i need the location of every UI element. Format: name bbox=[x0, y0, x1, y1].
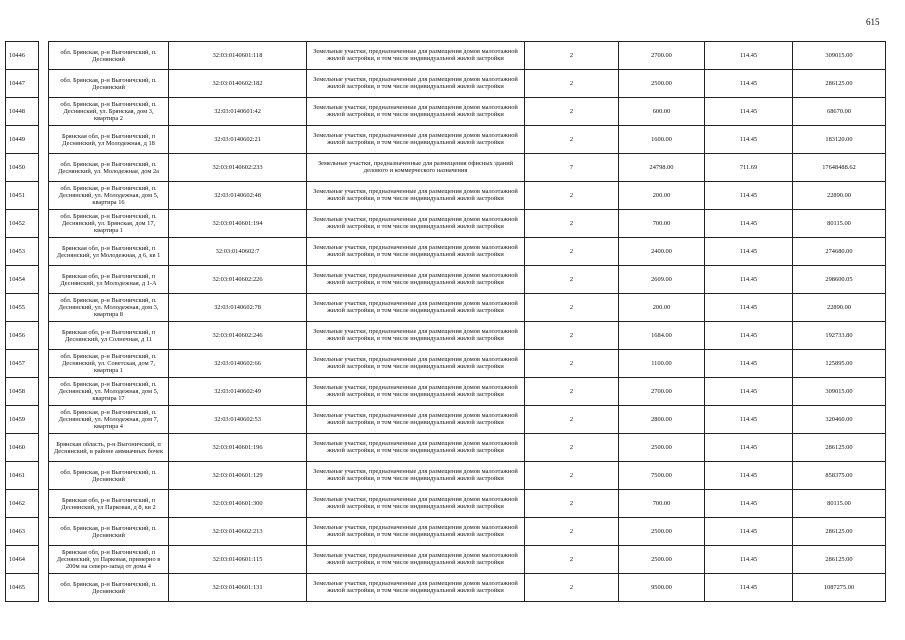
row-id-cell: 10447 bbox=[6, 70, 39, 98]
group-cell: 2 bbox=[525, 406, 619, 434]
cadastral-number-cell: 32:03:0140601:129 bbox=[169, 462, 307, 490]
group-cell: 2 bbox=[525, 574, 619, 602]
row-id-cell: 10464 bbox=[6, 546, 39, 574]
area-cell: 700.00 bbox=[619, 490, 705, 518]
group-cell: 2 bbox=[525, 182, 619, 210]
address-cell: обл. Брянская, р-н Выгоничский, п. Деснянский bbox=[49, 574, 169, 602]
land-purpose-cell: Земельные участки, предназначенные для размещения домов малоэтажной жилой застройки, в том числе индивидуальной жилой застройки bbox=[307, 70, 525, 98]
row-id-cell: 10450 bbox=[6, 154, 39, 182]
rate-cell: 114.45 bbox=[705, 294, 793, 322]
cadastral-value-cell: 125895.00 bbox=[793, 350, 886, 378]
address-cell: Брянская обл, р-н Выгоничский, п Деснянский, ул Парковая, примерно в 200м на северо-запад от дома 4 bbox=[49, 546, 169, 574]
cadastral-value-cell: 80115.00 bbox=[793, 490, 886, 518]
table-row bbox=[6, 182, 886, 210]
cadastral-value-cell: 192733.80 bbox=[793, 322, 886, 350]
cadastral-number-cell: 32:03:0140601:300 bbox=[169, 490, 307, 518]
rate-cell: 114.45 bbox=[705, 70, 793, 98]
address-cell: обл. Брянская, р-н Выгоничский, п. Деснянский, ул. Молодежная, дом 2а bbox=[49, 154, 169, 182]
land-purpose-cell: Земельные участки, предназначенные для размещения домов малоэтажной жилой застройки, в том числе индивидуальной жилой застройки bbox=[307, 98, 525, 126]
area-cell: 2500.00 bbox=[619, 546, 705, 574]
rate-cell: 114.45 bbox=[705, 350, 793, 378]
cadastral-number-cell: 32:03:0140601:131 bbox=[169, 574, 307, 602]
land-purpose-cell: Земельные участки, предназначенные для размещения домов малоэтажной жилой застройки, в том числе индивидуальной жилой застройки bbox=[307, 462, 525, 490]
row-spacer-cell bbox=[39, 574, 49, 602]
row-id-cell: 10454 bbox=[6, 266, 39, 294]
row-id-cell: 10463 bbox=[6, 518, 39, 546]
address-cell: обл. Брянская, р-н Выгоничский, п. Деснянский, ул. Советская, дом 7, квартира 1 bbox=[49, 350, 169, 378]
group-cell: 2 bbox=[525, 98, 619, 126]
table-row bbox=[6, 406, 886, 434]
rate-cell: 114.45 bbox=[705, 462, 793, 490]
row-spacer-cell bbox=[39, 490, 49, 518]
address-cell: Брянская обл, р-н Выгоничский, п Деснянский, ул Молодежная, д 18 bbox=[49, 126, 169, 154]
area-cell: 7500.00 bbox=[619, 462, 705, 490]
cadastral-number-cell: 32:03:0140602:21 bbox=[169, 126, 307, 154]
row-id-cell: 10453 bbox=[6, 238, 39, 266]
land-purpose-cell: Земельные участки, предназначенные для размещения домов малоэтажной жилой застройки, в том числе индивидуальной жилой застройки bbox=[307, 406, 525, 434]
cadastral-value-cell: 309015.00 bbox=[793, 378, 886, 406]
cadastral-number-cell: 32:03:0140602:182 bbox=[169, 70, 307, 98]
cadastral-number-cell: 32:03:0140602:226 bbox=[169, 266, 307, 294]
rate-cell: 114.45 bbox=[705, 210, 793, 238]
rate-cell: 114.45 bbox=[705, 322, 793, 350]
land-purpose-cell: Земельные участки, предназначенные для размещения домов малоэтажной жилой застройки, в том числе индивидуальной жилой застройки bbox=[307, 238, 525, 266]
cadastral-number-cell: 32:03:0140601:115 bbox=[169, 546, 307, 574]
rate-cell: 114.45 bbox=[705, 574, 793, 602]
land-purpose-cell: Земельные участки, предназначенные для размещения домов малоэтажной жилой застройки, в том числе индивидуальной жилой застройки bbox=[307, 126, 525, 154]
group-cell: 2 bbox=[525, 546, 619, 574]
address-cell: обл. Брянская, р-н Выгоничский, п. Деснянский, ул. Молодежная, дом 7, квартира 4 bbox=[49, 406, 169, 434]
table-row bbox=[6, 462, 886, 490]
land-purpose-cell: Земельные участки, предназначенные для размещения домов малоэтажной жилой застройки, в том числе индивидуальной жилой застройки bbox=[307, 546, 525, 574]
address-cell: обл. Брянская, р-н Выгоничский, п. Деснянский, ул. Брянская, дом 17, квартира 1 bbox=[49, 210, 169, 238]
row-spacer-cell bbox=[39, 294, 49, 322]
area-cell: 2400.00 bbox=[619, 238, 705, 266]
area-cell: 2609.00 bbox=[619, 266, 705, 294]
row-spacer-cell bbox=[39, 182, 49, 210]
area-cell: 2500.00 bbox=[619, 70, 705, 98]
area-cell: 9500.00 bbox=[619, 574, 705, 602]
cadastral-value-cell: 274680.00 bbox=[793, 238, 886, 266]
row-id-cell: 10461 bbox=[6, 462, 39, 490]
row-spacer-cell bbox=[39, 98, 49, 126]
address-cell: обл. Брянская, р-н Выгоничский, п. Деснянский bbox=[49, 462, 169, 490]
area-cell: 24798.00 bbox=[619, 154, 705, 182]
land-purpose-cell: Земельные участки, предназначенные для размещения домов малоэтажной жилой застройки, в том числе индивидуальной жилой застройки bbox=[307, 210, 525, 238]
land-purpose-cell: Земельные участки, предназначенные для размещения домов малоэтажной жилой застройки, в том числе индивидуальной жилой застройки bbox=[307, 182, 525, 210]
row-spacer-cell bbox=[39, 210, 49, 238]
table-row bbox=[6, 154, 886, 182]
land-purpose-cell: Земельные участки, предназначенные для размещения домов малоэтажной жилой застройки, в том числе индивидуальной жилой застройки bbox=[307, 322, 525, 350]
address-cell: обл. Брянская, р-н Выгоничский, п. Деснянский, ул. Брянская, дом 3, квартира 2 bbox=[49, 98, 169, 126]
table-row bbox=[6, 238, 886, 266]
table-row bbox=[6, 546, 886, 574]
row-spacer-cell bbox=[39, 42, 49, 70]
row-id-cell: 10460 bbox=[6, 434, 39, 462]
row-id-cell: 10459 bbox=[6, 406, 39, 434]
rate-cell: 114.45 bbox=[705, 266, 793, 294]
land-purpose-cell: Земельные участки, предназначенные для размещения домов малоэтажной жилой застройки, в том числе индивидуальной жилой застройки bbox=[307, 42, 525, 70]
address-cell: обл. Брянская, р-н Выгоничский, п. Деснянский bbox=[49, 42, 169, 70]
rate-cell: 114.45 bbox=[705, 126, 793, 154]
cadastral-value-cell: 80115.00 bbox=[793, 210, 886, 238]
group-cell: 2 bbox=[525, 210, 619, 238]
land-purpose-cell: Земельные участки, предназначенные для размещения офисных зданий делового и коммерческого назначения bbox=[307, 154, 525, 182]
address-cell: обл. Брянская, р-н Выгоничский, п. Деснянский, ул. Молодежная, дом 5, квартира 17 bbox=[49, 378, 169, 406]
page-number: 615 bbox=[866, 17, 880, 27]
area-cell: 2500.00 bbox=[619, 518, 705, 546]
row-spacer-cell bbox=[39, 322, 49, 350]
area-cell: 2700.00 bbox=[619, 378, 705, 406]
cadastral-number-cell: 32:03:0140601:118 bbox=[169, 42, 307, 70]
row-spacer-cell bbox=[39, 378, 49, 406]
table-row bbox=[6, 42, 886, 70]
row-id-cell: 10462 bbox=[6, 490, 39, 518]
row-spacer-cell bbox=[39, 406, 49, 434]
cadastral-value-cell: 22890.00 bbox=[793, 182, 886, 210]
cadastral-value-cell: 286125.00 bbox=[793, 70, 886, 98]
row-id-cell: 10456 bbox=[6, 322, 39, 350]
area-cell: 1100.00 bbox=[619, 350, 705, 378]
area-cell: 2700.00 bbox=[619, 42, 705, 70]
row-id-cell: 10455 bbox=[6, 294, 39, 322]
group-cell: 2 bbox=[525, 126, 619, 154]
rate-cell: 114.45 bbox=[705, 238, 793, 266]
group-cell: 2 bbox=[525, 350, 619, 378]
registry-table bbox=[5, 41, 886, 602]
cadastral-number-cell: 32:03:0140602:48 bbox=[169, 182, 307, 210]
cadastral-value-cell: 298600.05 bbox=[793, 266, 886, 294]
table-row bbox=[6, 294, 886, 322]
rate-cell: 114.45 bbox=[705, 98, 793, 126]
cadastral-value-cell: 183120.00 bbox=[793, 126, 886, 154]
group-cell: 2 bbox=[525, 490, 619, 518]
rate-cell: 114.45 bbox=[705, 406, 793, 434]
land-purpose-cell: Земельные участки, предназначенные для размещения домов малоэтажной жилой застройки, в том числе индивидуальной жилой застройки bbox=[307, 490, 525, 518]
rate-cell: 114.45 bbox=[705, 378, 793, 406]
row-spacer-cell bbox=[39, 154, 49, 182]
area-cell: 600.00 bbox=[619, 98, 705, 126]
table-row bbox=[6, 434, 886, 462]
address-cell: обл. Брянская, р-н Выгоничский, п. Деснянский, ул. Молодежная, дом 5, квартира 16 bbox=[49, 182, 169, 210]
cadastral-value-cell: 320460.00 bbox=[793, 406, 886, 434]
area-cell: 1684.00 bbox=[619, 322, 705, 350]
cadastral-number-cell: 32:03:0140602:53 bbox=[169, 406, 307, 434]
cadastral-number-cell: 32:03:0140601:42 bbox=[169, 98, 307, 126]
area-cell: 200.00 bbox=[619, 294, 705, 322]
cadastral-value-cell: 286125.00 bbox=[793, 546, 886, 574]
cadastral-number-cell: 32:03:0140602:66 bbox=[169, 350, 307, 378]
group-cell: 7 bbox=[525, 154, 619, 182]
row-id-cell: 10457 bbox=[6, 350, 39, 378]
table-row bbox=[6, 490, 886, 518]
area-cell: 2500.00 bbox=[619, 434, 705, 462]
group-cell: 2 bbox=[525, 434, 619, 462]
cadastral-value-cell: 286125.00 bbox=[793, 518, 886, 546]
group-cell: 2 bbox=[525, 42, 619, 70]
address-cell: обл. Брянская, р-н Выгоничский, п. Деснянский bbox=[49, 518, 169, 546]
rate-cell: 114.45 bbox=[705, 182, 793, 210]
group-cell: 2 bbox=[525, 518, 619, 546]
land-purpose-cell: Земельные участки, предназначенные для размещения домов малоэтажной жилой застройки, в том числе индивидуальной жилой застройки bbox=[307, 574, 525, 602]
land-purpose-cell: Земельные участки, предназначенные для размещения домов малоэтажной жилой застройки, в том числе индивидуальной жилой застройки bbox=[307, 518, 525, 546]
cadastral-number-cell: 32:03:0140602:246 bbox=[169, 322, 307, 350]
group-cell: 2 bbox=[525, 322, 619, 350]
row-spacer-cell bbox=[39, 518, 49, 546]
cadastral-value-cell: 309015.00 bbox=[793, 42, 886, 70]
address-cell: обл. Брянская, р-н Выгоничский, п. Деснянский bbox=[49, 70, 169, 98]
land-purpose-cell: Земельные участки, предназначенные для размещения домов малоэтажной жилой застройки, в том числе индивидуальной жилой застройки bbox=[307, 434, 525, 462]
area-cell: 700.00 bbox=[619, 210, 705, 238]
cadastral-number-cell: 32:03:0140602:78 bbox=[169, 294, 307, 322]
land-purpose-cell: Земельные участки, предназначенные для размещения домов малоэтажной жилой застройки, в том числе индивидуальной жилой застройки bbox=[307, 350, 525, 378]
land-purpose-cell: Земельные участки, предназначенные для размещения домов малоэтажной жилой застройки, в том числе индивидуальной жилой застройки bbox=[307, 266, 525, 294]
rate-cell: 114.45 bbox=[705, 518, 793, 546]
rate-cell: 114.45 bbox=[705, 490, 793, 518]
table-row bbox=[6, 574, 886, 602]
table-row bbox=[6, 70, 886, 98]
cadastral-number-cell: 32:03:0140602:233 bbox=[169, 154, 307, 182]
row-spacer-cell bbox=[39, 266, 49, 294]
row-id-cell: 10458 bbox=[6, 378, 39, 406]
row-id-cell: 10448 bbox=[6, 98, 39, 126]
row-spacer-cell bbox=[39, 350, 49, 378]
table-row bbox=[6, 518, 886, 546]
row-spacer-cell bbox=[39, 546, 49, 574]
area-cell: 200.00 bbox=[619, 182, 705, 210]
rate-cell: 114.45 bbox=[705, 546, 793, 574]
address-cell: Брянская область, р-н Выгоничский, п Деснянский, в районе аммиачных бочек bbox=[49, 434, 169, 462]
area-cell: 1600.00 bbox=[619, 126, 705, 154]
row-id-cell: 10446 bbox=[6, 42, 39, 70]
row-spacer-cell bbox=[39, 238, 49, 266]
table-row bbox=[6, 126, 886, 154]
address-cell: Брянская обл, р-н Выгоничский, п Деснянский, ул Парковая, д 8, кв 2 bbox=[49, 490, 169, 518]
address-cell: обл. Брянская, р-н Выгоничский, п. Деснянский, ул. Молодежная, дом 3, квартира 8 bbox=[49, 294, 169, 322]
row-spacer-cell bbox=[39, 434, 49, 462]
land-purpose-cell: Земельные участки, предназначенные для размещения домов малоэтажной жилой застройки, в том числе индивидуальной жилой застройки bbox=[307, 378, 525, 406]
row-id-cell: 10452 bbox=[6, 210, 39, 238]
group-cell: 2 bbox=[525, 238, 619, 266]
cadastral-value-cell: 858375.00 bbox=[793, 462, 886, 490]
cadastral-value-cell: 1087275.00 bbox=[793, 574, 886, 602]
area-cell: 2800.00 bbox=[619, 406, 705, 434]
table-row bbox=[6, 350, 886, 378]
row-id-cell: 10449 bbox=[6, 126, 39, 154]
row-id-cell: 10465 bbox=[6, 574, 39, 602]
group-cell: 2 bbox=[525, 462, 619, 490]
table-row bbox=[6, 378, 886, 406]
group-cell: 2 bbox=[525, 378, 619, 406]
cadastral-number-cell: 32:03:0140602:7 bbox=[169, 238, 307, 266]
table-row bbox=[6, 98, 886, 126]
rate-cell: 114.45 bbox=[705, 42, 793, 70]
cadastral-value-cell: 286125.00 bbox=[793, 434, 886, 462]
table-row bbox=[6, 322, 886, 350]
cadastral-value-cell: 68670.00 bbox=[793, 98, 886, 126]
land-purpose-cell: Земельные участки, предназначенные для размещения домов малоэтажной жилой застройки, в том числе индивидуальной жилой застройки bbox=[307, 294, 525, 322]
rate-cell: 114.45 bbox=[705, 434, 793, 462]
row-spacer-cell bbox=[39, 462, 49, 490]
cadastral-number-cell: 32:03:0140601:196 bbox=[169, 434, 307, 462]
group-cell: 2 bbox=[525, 266, 619, 294]
address-cell: Брянская обл, р-н Выгоничский, п Деснянский, ул Солнечная, д 11 bbox=[49, 322, 169, 350]
group-cell: 2 bbox=[525, 70, 619, 98]
cadastral-value-cell: 17648488.62 bbox=[793, 154, 886, 182]
row-spacer-cell bbox=[39, 126, 49, 154]
address-cell: Брянская обл, р-н Выгоничский, п Деснянский, ул Молодежная, д 6, кв 1 bbox=[49, 238, 169, 266]
address-cell: Брянская обл, р-н Выгоничский, п Деснянский, ул Молодежная, д 1-А bbox=[49, 266, 169, 294]
row-spacer-cell bbox=[39, 70, 49, 98]
table-row bbox=[6, 266, 886, 294]
cadastral-number-cell: 32:03:0140601:194 bbox=[169, 210, 307, 238]
cadastral-number-cell: 32:03:0140602:49 bbox=[169, 378, 307, 406]
cadastral-value-cell: 22890.00 bbox=[793, 294, 886, 322]
row-id-cell: 10451 bbox=[6, 182, 39, 210]
cadastral-number-cell: 32:03:0140602:213 bbox=[169, 518, 307, 546]
table-row bbox=[6, 210, 886, 238]
rate-cell: 711.69 bbox=[705, 154, 793, 182]
group-cell: 2 bbox=[525, 294, 619, 322]
